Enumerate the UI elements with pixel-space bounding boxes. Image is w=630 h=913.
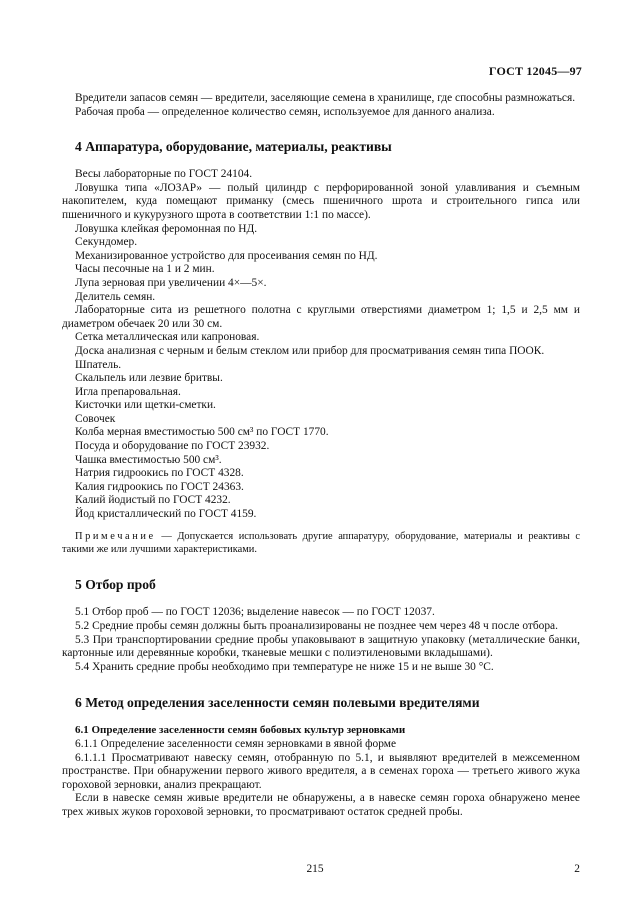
paragraph: Вредители запасов семян — вредители, заселяющие семена в хранилище, где способны размножаться. [75,92,576,104]
list-item: Совочек [75,412,116,425]
subsection-heading: 6.1 Определение заселенности семян бобовых культур зерновками [75,724,406,737]
paragraph: 5.4 Хранить средние пробы необходимо при температуре не ниже 15 и не выше 30 °С. [75,660,494,673]
list-item: Кисточки или щетки-сметки. [75,399,216,412]
paragraph: Рабочая проба — определенное количество семян, используемое для данного анализа. [75,105,495,118]
list-item: Ловушка типа «ЛОЗАР» — полый цилиндр с перфорированной зоной улавливания и съемным накопителем, куда помещают приманку (смесь пшеничного шрота и строительного гипса или пшеничного и кукурузного шрота в соответствии 1:1 по массе). [62,181,580,221]
list-item: Весы лабораторные по ГОСТ 24104. [75,168,253,181]
document-code-header: ГОСТ 12045—97 [488,64,582,78]
list-item: Ловушка клейкая феромонная по НД. [75,222,258,235]
list-item: Посуда и оборудование по ГОСТ 23932. [75,440,270,453]
list-item: Калия гидроокись по ГОСТ 24363. [75,480,244,493]
list-item: Делитель семян. [75,290,156,303]
section-6-heading: 6 Метод определения заселенности семян полевыми вредителями [75,695,480,711]
list-item: Механизированное устройство для просеивания семян по НД. [75,249,378,262]
list-item: Лупа зерновая при увеличении 4×—5×. [75,276,267,289]
page-number: 215 [306,863,324,875]
paragraph: 5.2 Средние пробы семян должны быть проанализированы не позднее чем через 48 ч после отбора. [75,620,558,633]
list-item: Секундомер. [75,236,138,249]
list-item: Игла препаровальная. [75,385,181,398]
list-item: Сетка металлическая или капроновая. [75,331,260,344]
list-item: Лабораторные сита из решетного полотна с круглыми отверстиями диаметром 1; 1,5 и 2,5 мм и диаметром обечаек 20 или 30 см. [62,304,580,330]
list-item: Часы песочные на 1 и 2 мин. [75,263,215,276]
page-content [62,92,580,820]
list-item: Колба мерная вместимостью 500 см³ по ГОСТ 1770. [75,426,329,439]
section-4-heading: 4 Аппаратура, оборудование, материалы, реактивы [75,139,392,155]
paragraph: Если в навеске семян живые вредители не обнаружены, а в навеске семян гороха обнаружено менее трех живых жуков гороховой зерновки, то просматривают остаток средней пробы. [62,792,580,818]
list-item: Шпатель. [75,358,122,371]
note-label: Примечание [75,530,156,542]
paragraph: 6.1.1 Определение заселенности семян зерновками в явной форме [75,738,397,750]
list-item: Йод кристаллический по ГОСТ 4159. [75,508,257,521]
paragraph: 5.3 При транспортировании средние пробы упаковывают в защитную упаковку (металлические банки, картонные или деревянные коробки, тканевые мешки с полиэтиленовыми вкладышами). [62,633,580,660]
sheet-number: 2 [574,863,580,875]
list-item: Калий йодистый по ГОСТ 4232. [75,494,231,507]
note [62,530,580,557]
paragraph: 6.1.1.1 Просматривают навеску семян, отобранную по 5.1, и выявляют вредителей в межсеменном пространстве. При обнаружении первого живого вредителя, а в семенах гороха — третьего живого жука гороховой зерновки, анализ прекращают. [62,751,580,791]
section-5-heading: 5 Отбор проб [75,577,156,593]
note-text: — Допускается использовать другие аппаратуру, оборудование, материалы и реактивы с такими же или лучшими характеристиками. [62,530,580,556]
list-item: Доска анализная с черным и белым стеклом или прибор для просматривания семян типа ПООК. [75,344,545,357]
paragraph: 5.1 Отбор проб — по ГОСТ 12036; выделение навесок — по ГОСТ 12037. [75,606,435,619]
list-item: Натрия гидроокись по ГОСТ 4328. [75,467,244,480]
list-item: Чашка вместимостью 500 см³. [75,453,222,466]
list-item: Скальпель или лезвие бритвы. [75,372,223,385]
